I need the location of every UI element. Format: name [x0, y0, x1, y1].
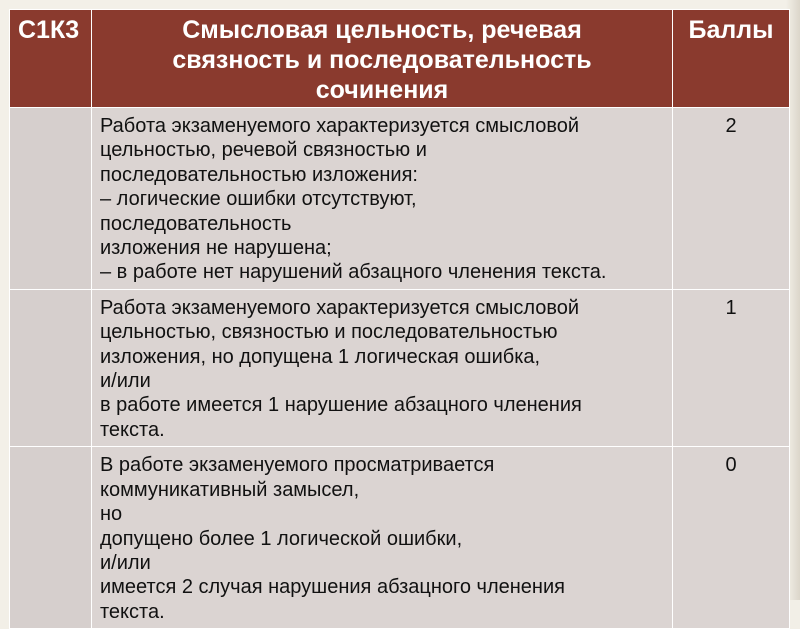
header-criterion-line: связность и последовательность — [172, 46, 592, 74]
row-score-cell: 0 — [673, 447, 790, 629]
table-header-row — [10, 10, 790, 108]
table-row — [10, 289, 790, 446]
description-line: коммуникативный замысел, — [100, 478, 360, 501]
description-line: изложения, но допущена 1 логическая ошибка, — [100, 345, 541, 368]
description-line: Работа экзаменуемого характеризуется смысловой — [100, 115, 580, 137]
row-score-cell: 2 — [673, 108, 790, 290]
description-line: последовательностью изложения: — [100, 163, 418, 186]
header-criterion-line: Смысловая цельность, речевая — [182, 16, 582, 44]
row-description-cell — [92, 108, 673, 290]
header-criterion-line: сочинения — [315, 76, 449, 104]
description-line: цельностью, связностью и последовательностью — [100, 321, 558, 344]
description-line: последовательность — [100, 212, 292, 235]
description-line: В работе экзаменуемого просматривается — [100, 454, 495, 477]
description-line: имеется 2 случая нарушения абзацного членения — [100, 576, 565, 599]
description-line: Работа экзаменуемого характеризуется смысловой — [100, 296, 580, 319]
row-code-cell — [10, 447, 92, 629]
table-row — [10, 447, 790, 629]
description-line: но — [100, 503, 123, 526]
row-score-cell: 1 — [673, 289, 790, 446]
row-description-cell — [92, 447, 673, 629]
description-line: текста. — [100, 418, 165, 441]
row-code-cell — [10, 289, 92, 446]
description-line: текста. — [100, 600, 165, 623]
description-line: допущено более 1 логической ошибки, — [100, 527, 463, 550]
description-line: изложения не нарушена; — [100, 237, 332, 260]
description-line: – логические ошибки отсутствуют, — [100, 188, 417, 211]
row-code-cell — [10, 108, 92, 290]
description-line: цельностью, речевой связностью и — [100, 139, 427, 162]
description-line: и/или — [100, 551, 151, 574]
header-score: Баллы — [673, 10, 790, 108]
grading-criteria-table — [9, 9, 790, 629]
header-code: С1К3 — [10, 10, 92, 108]
header-criterion — [92, 10, 673, 108]
row-description-cell — [92, 289, 673, 446]
description-line: и/или — [100, 370, 151, 393]
table-row — [10, 108, 790, 290]
description-line: – в работе нет нарушений абзацного членения текста. — [100, 261, 607, 284]
description-line: в работе имеется 1 нарушение абзацного членения — [100, 394, 582, 417]
